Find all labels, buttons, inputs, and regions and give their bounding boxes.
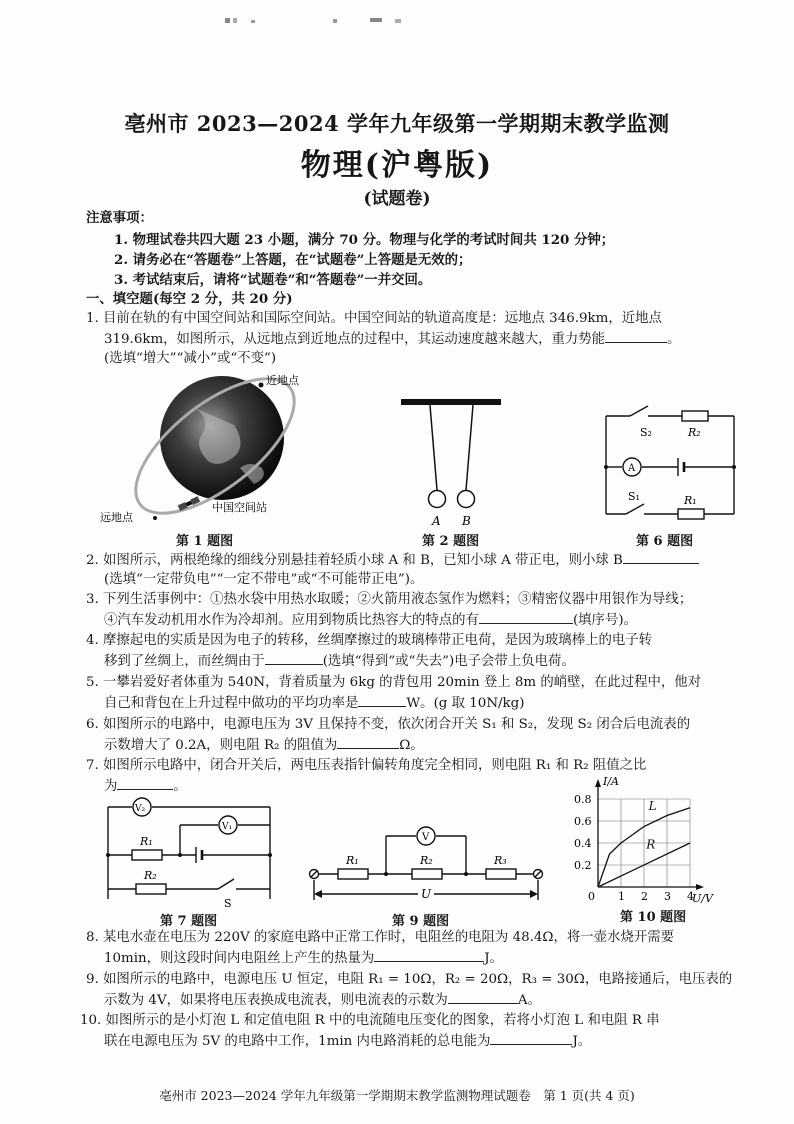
figure-2-caption: 第 2 题图 xyxy=(422,534,480,549)
question-1-line: 1. 目前在轨的有中国空间站和国际空间站。中国空间站的轨道高度是：远地点 346.9km，近地点 xyxy=(86,311,662,326)
y-tick-label: 0.8 xyxy=(574,793,592,806)
note-item: 2. 请务必在“答题卷”上答题，在“试题卷”上答题是无效的； xyxy=(114,252,472,268)
note-item: 3. 考试结束后，请将“试题卷”和“答题卷”一并交回。 xyxy=(114,272,432,288)
ball-b-label: B xyxy=(462,514,471,528)
notes-heading: 注意事项： xyxy=(86,210,153,226)
figure-1-orbit xyxy=(100,368,310,528)
station-label: 中国空间站 xyxy=(212,501,267,514)
ammeter-label: A xyxy=(628,463,636,474)
resistor-r2-label: R₂ xyxy=(144,869,157,882)
question-5-line: 自己和背包在上升过程中做功的平均功率是 W。(g 取 10N/kg) xyxy=(104,693,784,714)
figure-1-caption: 第 1 题图 xyxy=(176,534,234,549)
resistor-r3-label: R₃ xyxy=(494,854,507,867)
switch-s-label: S xyxy=(224,897,232,910)
x-axis-label: U/V xyxy=(692,892,713,905)
series-label: R xyxy=(646,837,656,852)
figure-2-pendulums xyxy=(395,395,515,529)
y-tick-label: 0.6 xyxy=(574,815,592,828)
source-u-label: U xyxy=(421,887,432,901)
ball-b xyxy=(458,491,475,508)
figure-7-caption: 第 7 题图 xyxy=(160,914,218,929)
question-4-line: 4. 摩擦起电的实质是因为电子的转移，丝绸摩擦过的玻璃棒带正电荷，是因为玻璃棒上的电子转 xyxy=(86,633,653,648)
figure-10-chart xyxy=(570,775,713,905)
section-heading: 一、填空题(每空 2 分，共 20 分) xyxy=(86,291,293,307)
question-9-line: 9. 如图所示的电路中，电源电压 U 恒定，电阻 R₁ = 10Ω，R₂ = 20Ω，R₃ = 30Ω，电路接通后，电压表的 xyxy=(86,972,733,987)
near-point-label: 近地点 xyxy=(266,374,299,387)
y-tick-label: 0.4 xyxy=(574,837,592,850)
ball-a-label: A xyxy=(432,514,441,528)
x-tick-label: 4 xyxy=(687,890,694,903)
question-1-line: (选填“增大”“减小”或“不变”) xyxy=(104,351,277,366)
question-8-line: 8. 某电水壶在电压为 220V 的家庭电路中正常工作时，电阻丝的电阻为 48.4Ω，将一壶水烧开需要 xyxy=(86,930,675,945)
x-tick-label: 1 xyxy=(618,890,625,903)
question-10-line: 联在电源电压为 5V 的电路中工作，1min 内电路消耗的总电能为 J。 xyxy=(104,1031,784,1052)
resistor-r1-label: R₁ xyxy=(684,494,697,507)
resistor-r1-label: R₁ xyxy=(346,854,359,867)
x-tick-label: 2 xyxy=(641,890,648,903)
question-7-line: 7. 如图所示电路中，闭合开关后，两电压表指针偏转角度完全相同，则电阻 R₁ 和 R₂ 阻值之比 xyxy=(86,758,647,773)
page-footer: 亳州市 2023—2024 学年九年级第一学期期末教学监测物理试题卷 第 1 页(共 4 页) xyxy=(159,1088,635,1103)
exam-title: 亳州市 2023—2024 学年九年级第一学期期末教学监测 xyxy=(124,111,670,136)
scan-marks xyxy=(225,14,425,28)
question-5-line: 5. 一攀岩爱好者体重为 540N，背着质量为 6kg 的背包用 20min 登上 8m 的峭壁，在此过程中，他对 xyxy=(86,675,702,690)
voltmeter-label: V xyxy=(422,832,430,843)
note-item: 1. 物理试卷共四大题 23 小题，满分 70 分。物理与化学的考试时间共 120 分钟； xyxy=(114,232,615,248)
question-3-line: ④汽车发动机用水作为冷却剂。应用到物质比热容大的特点的有 (填序号)。 xyxy=(104,610,784,631)
question-1-line: 319.6km，如图所示，从远地点到近地点的过程中，其运动速度越来越大，重力势能 。 xyxy=(104,329,784,350)
figure-7-circuit xyxy=(100,795,280,910)
question-6-line: 示数增大了 0.2A，则电阻 R₂ 的阻值为 Ω。 xyxy=(104,735,784,756)
question-9-line: 示数为 4V，如果将电压表换成电流表，则电流表的示数为 A。 xyxy=(104,990,784,1011)
resistor-r2-label: R₂ xyxy=(420,854,433,867)
resistor-r2-label: R₂ xyxy=(688,426,701,439)
question-3-line: 3. 下列生活事例中：①热水袋中用热水取暖；②火箭用液态氢作为燃料；③精密仪器中用银作为导线； xyxy=(86,592,693,607)
switch-s1-label: S₁ xyxy=(628,490,640,503)
figure-10-caption: 第 10 题图 xyxy=(620,910,687,925)
question-8-line: 10min，则这段时间内电阻丝上产生的热量为 J。 xyxy=(104,948,784,969)
origin-label: 0 xyxy=(588,890,595,903)
question-6-line: 6. 如图所示的电路中，电源电压为 3V 且保持不变，依次闭合开关 S₁ 和 S₂，发现 S₂ 闭合后电流表的 xyxy=(86,717,691,732)
figure-6-circuit xyxy=(600,400,740,530)
question-2-line: 2. 如图所示，两根绝缘的细线分别悬挂着轻质小球 A 和 B，已知小球 A 带正电，则小球 B xyxy=(86,550,766,571)
x-tick-label: 3 xyxy=(664,890,671,903)
ball-a xyxy=(429,491,446,508)
y-axis-label: I/A xyxy=(603,775,619,788)
switch-s2-label: S₂ xyxy=(640,426,652,439)
resistor-r1-label: R₁ xyxy=(140,835,153,848)
voltmeter-v2-label: V₂ xyxy=(135,804,146,814)
series-label: L xyxy=(648,799,657,813)
y-tick-label: 0.2 xyxy=(574,859,592,872)
far-point-label: 远地点 xyxy=(100,511,133,524)
figure-9-caption: 第 9 题图 xyxy=(392,914,450,929)
question-2-line: (选填“一定带负电”“一定不带电”或“不可能带正电”)。 xyxy=(104,572,424,587)
paper-type: (试题卷) xyxy=(363,189,431,209)
question-10-line: 10. 如图所示的是小灯泡 L 和定值电阻 R 中的电流随电压变化的图象，若将小灯泡 L 和电阻 R 串 xyxy=(80,1013,660,1028)
voltmeter-v1-label: V₁ xyxy=(222,822,233,832)
figure-9-circuit xyxy=(300,822,550,912)
figure-6-caption: 第 6 题图 xyxy=(636,534,694,549)
question-4-line: 移到了丝绸上，而丝绸由于 (选填“得到”或“失去”)电子会带上负电荷。 xyxy=(104,651,784,672)
subject-title: 物理(沪粤版) xyxy=(300,148,494,183)
question-7-line: 为 。 xyxy=(104,776,784,797)
